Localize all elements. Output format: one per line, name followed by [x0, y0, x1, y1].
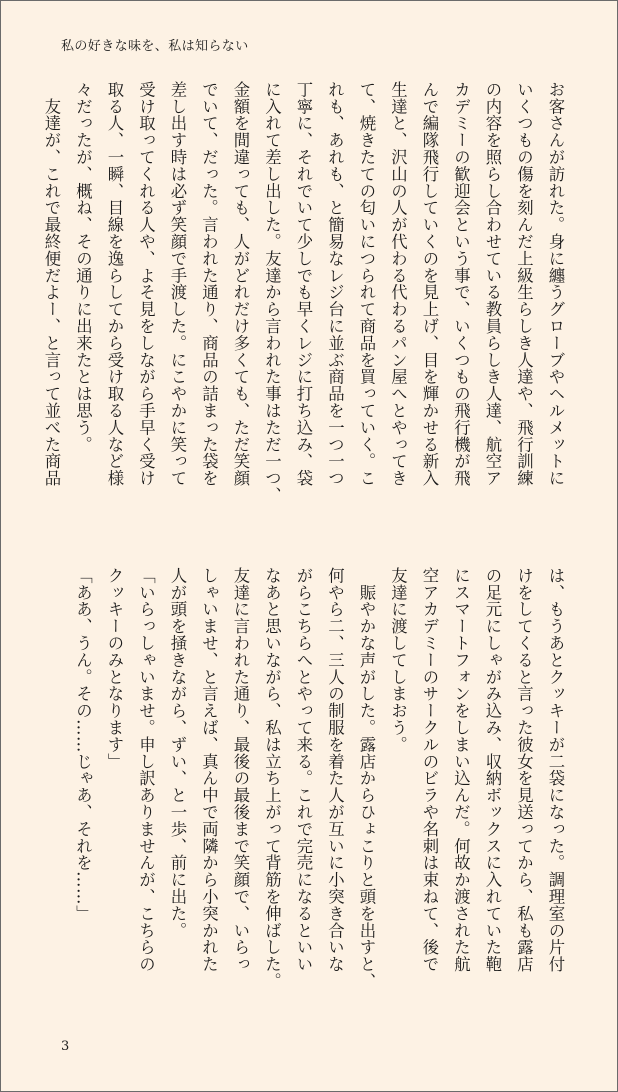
- text-line: しゃいませ、と言えば、真ん中で両隣から小突かれた: [199, 567, 219, 973]
- text-line: 丁寧に、それでいて少しでも早くレジに打ち込み、袋: [294, 81, 313, 487]
- text-line: なあと思いながら、私は立ち上がって背筋を伸ばした。: [262, 567, 282, 990]
- text-line: 人が頭を掻きながら、ずい、と一歩、前に出た。: [168, 567, 187, 939]
- text-line: 空アカデミーのサークルのビラや名刺は束ねて、後で: [420, 567, 439, 973]
- text-line: でいて、だった。言われた通り、商品の詰まった袋を: [199, 81, 219, 487]
- text-line: 友達に言われた通り、最後の最後まで笑顔で、いらっ: [231, 567, 250, 973]
- text-line: 「ああ、うん。その……じゃあ、それを……」: [73, 567, 93, 922]
- text-line: 受け取ってくれる人や、よそ見をしながら手早く受け: [136, 81, 156, 487]
- page-number: 3: [61, 1039, 70, 1054]
- text-line: お客さんが訪れた。身に纏うグローブやヘルメットに: [546, 81, 565, 487]
- text-line: いくつもの傷を刻んだ上級生らしき人達や、飛行訓練: [514, 81, 534, 487]
- text-line: 「いらっしゃいませ。申し訳ありませんが、こちらの: [136, 567, 156, 973]
- text-line: クッキーのみとなります」: [105, 567, 124, 770]
- text-line: けをしてくると言った彼女を見送ってから、私も露店: [514, 567, 534, 973]
- text-line: 金額を間違っても、人がどれだけ多くても、ただ笑顔: [231, 81, 250, 487]
- text-block-upper: [36, 81, 572, 533]
- text-line: 取る人、一瞬、目線を逸らしてから受け取る人など様: [105, 81, 124, 487]
- text-line: カデミーの歓迎会という事で、いくつもの飛行機が飛: [451, 81, 471, 487]
- text-line: に入れて差し出した。友達から言われた事はただ一つ、: [262, 81, 282, 504]
- running-header: 私の好きな味を、私は知らない: [61, 39, 249, 54]
- text-line: にスマートフォンをしまい込んだ。何故か渡された航: [451, 567, 471, 973]
- text-line: の足元にしゃがみ込み、収納ボックスに入れていた鞄: [483, 567, 502, 973]
- text-line: んで編隊飛行していくのを見上げ、目を輝かせる新入: [420, 81, 439, 487]
- text-line: て、焼きたての匂いにつられて商品を買っていく。こ: [357, 81, 376, 487]
- text-line: 賑やかな声がした。露店からひょこりと頭を出すと、: [357, 567, 376, 990]
- text-line: 友達に渡してしまおう。: [388, 567, 408, 753]
- text-line: 差し出す時は必ず笑顔で手渡した。にこやかに笑って: [168, 81, 187, 487]
- text-line: れも、あれも、と簡易なレジ台に並ぶ商品を一つ一つ: [325, 81, 345, 487]
- text-line: 生達と、沢山の人が代わる代わるパン屋へとやってき: [388, 81, 408, 487]
- text-block-lower: [67, 567, 571, 1019]
- text-line: 々だったが、概ね、その通りに出来たとは思う。: [73, 81, 93, 453]
- text-line: の内容を照らし合わせている教員らしき人達、航空ア: [483, 81, 502, 487]
- text-line: 友達が、これで最終便だよー、と言って並べた商品: [42, 81, 61, 487]
- text-line: は、もうあとクッキーが二袋になった。調理室の片付: [546, 567, 565, 973]
- text-line: 何やら二、三人の制服を着た人が互いに小突き合いな: [325, 567, 345, 973]
- text-line: がらこちらへとやって来る。これで完売になるといい: [294, 567, 313, 973]
